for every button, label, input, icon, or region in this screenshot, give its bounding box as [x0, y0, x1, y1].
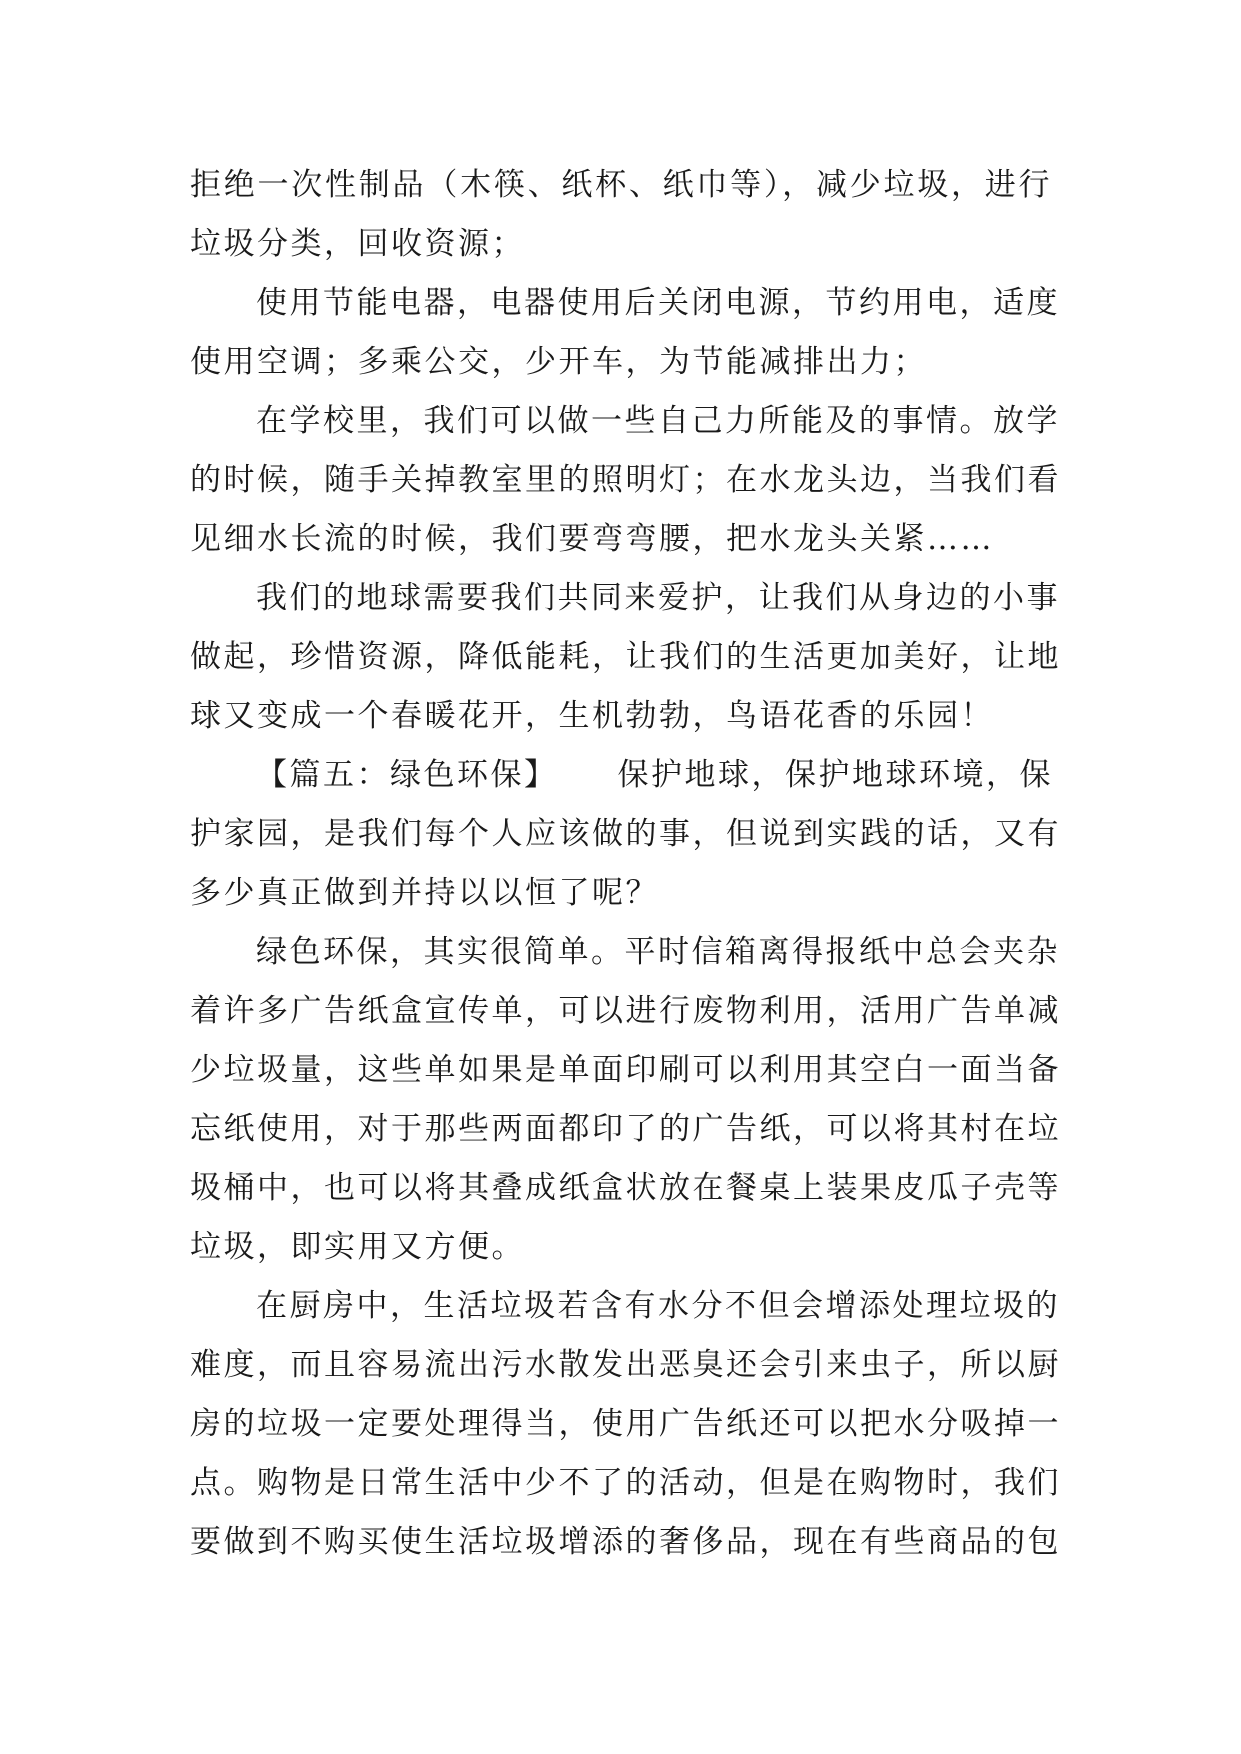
text-line — [190, 510, 1052, 569]
line-text: 绿色环保，其实很简单。平时信箱离得报纸中总会夹杂 — [256, 934, 1060, 970]
text-line — [190, 687, 1052, 746]
section-heading: 【篇五：绿色环保】 — [256, 757, 558, 793]
text-line — [190, 156, 1052, 215]
text-line — [190, 746, 1052, 805]
line-text: 使用节能电器，电器使用后关闭电源，节约用电，适度 — [256, 285, 1060, 321]
line-text: 房的垃圾一定要处理得当，使用广告纸还可以把水分吸掉一 — [190, 1406, 1061, 1442]
text-line — [190, 215, 1052, 274]
text-line — [190, 1277, 1060, 1336]
text-line — [190, 923, 1060, 982]
text-line — [190, 1218, 1052, 1277]
line-text: 要做到不购买使生活垃圾增添的奢侈品，现在有些商品的包 — [190, 1524, 1061, 1560]
line-text: 见细水长流的时候，我们要弯弯腰，把水龙头关紧…… — [190, 521, 994, 557]
text-line — [190, 1336, 1061, 1395]
line-text: 在厨房中，生活垃圾若含有水分不但会增添处理垃圾的 — [256, 1288, 1060, 1324]
body-text — [190, 156, 1061, 1572]
line-text: 的时候，随手关掉教室里的照明灯；在水龙头边，当我们看 — [190, 462, 1061, 498]
text-line — [190, 569, 1060, 628]
text-line — [190, 1100, 1061, 1159]
line-text: 使用空调；多乘公交，少开车，为节能减排出力； — [190, 344, 927, 380]
line-text: 保护地球，保护地球环境，保 — [617, 757, 1053, 793]
text-line — [190, 451, 1061, 510]
line-text: 做起，珍惜资源，降低能耗，让我们的生活更加美好，让地 — [190, 639, 1061, 675]
text-line — [190, 1454, 1061, 1513]
line-text: 着许多广告纸盒宣传单，可以进行废物利用，活用广告单减 — [190, 993, 1061, 1029]
text-line — [190, 1041, 1061, 1100]
line-text: 多少真正做到并持以以恒了呢？ — [190, 875, 659, 911]
line-text: 圾桶中，也可以将其叠成纸盒状放在餐桌上装果皮瓜子壳等 — [190, 1170, 1061, 1206]
text-line — [190, 864, 1052, 923]
line-text: 难度，而且容易流出污水散发出恶臭还会引来虫子，所以厨 — [190, 1347, 1061, 1383]
text-line — [190, 805, 1061, 864]
text-line — [190, 274, 1060, 333]
line-text: 拒绝一次性制品（木筷、纸杯、纸巾等），减少垃圾，进行 — [190, 167, 1052, 203]
text-line — [190, 1159, 1061, 1218]
text-line — [190, 628, 1061, 687]
text-line — [190, 333, 1052, 392]
line-text: 点。购物是日常生活中少不了的活动，但是在购物时，我们 — [190, 1465, 1061, 1501]
line-text: 垃圾分类，回收资源； — [190, 226, 525, 262]
line-text: 在学校里，我们可以做一些自己力所能及的事情。放学 — [256, 403, 1060, 439]
line-text: 垃圾，即实用又方便。 — [190, 1229, 525, 1265]
line-text: 我们的地球需要我们共同来爱护，让我们从身边的小事 — [256, 580, 1060, 616]
text-line — [190, 1513, 1061, 1572]
line-text: 忘纸使用，对于那些两面都印了的广告纸，可以将其村在垃 — [190, 1111, 1061, 1147]
line-text: 护家园，是我们每个人应该做的事，但说到实践的话，又有 — [190, 816, 1061, 852]
text-line — [190, 392, 1060, 451]
text-line — [190, 982, 1061, 1041]
text-line — [190, 1395, 1061, 1454]
line-text: 少垃圾量，这些单如果是单面印刷可以利用其空白一面当备 — [190, 1052, 1061, 1088]
line-text: 球又变成一个春暖花开，生机勃勃，鸟语花香的乐园！ — [190, 698, 994, 734]
